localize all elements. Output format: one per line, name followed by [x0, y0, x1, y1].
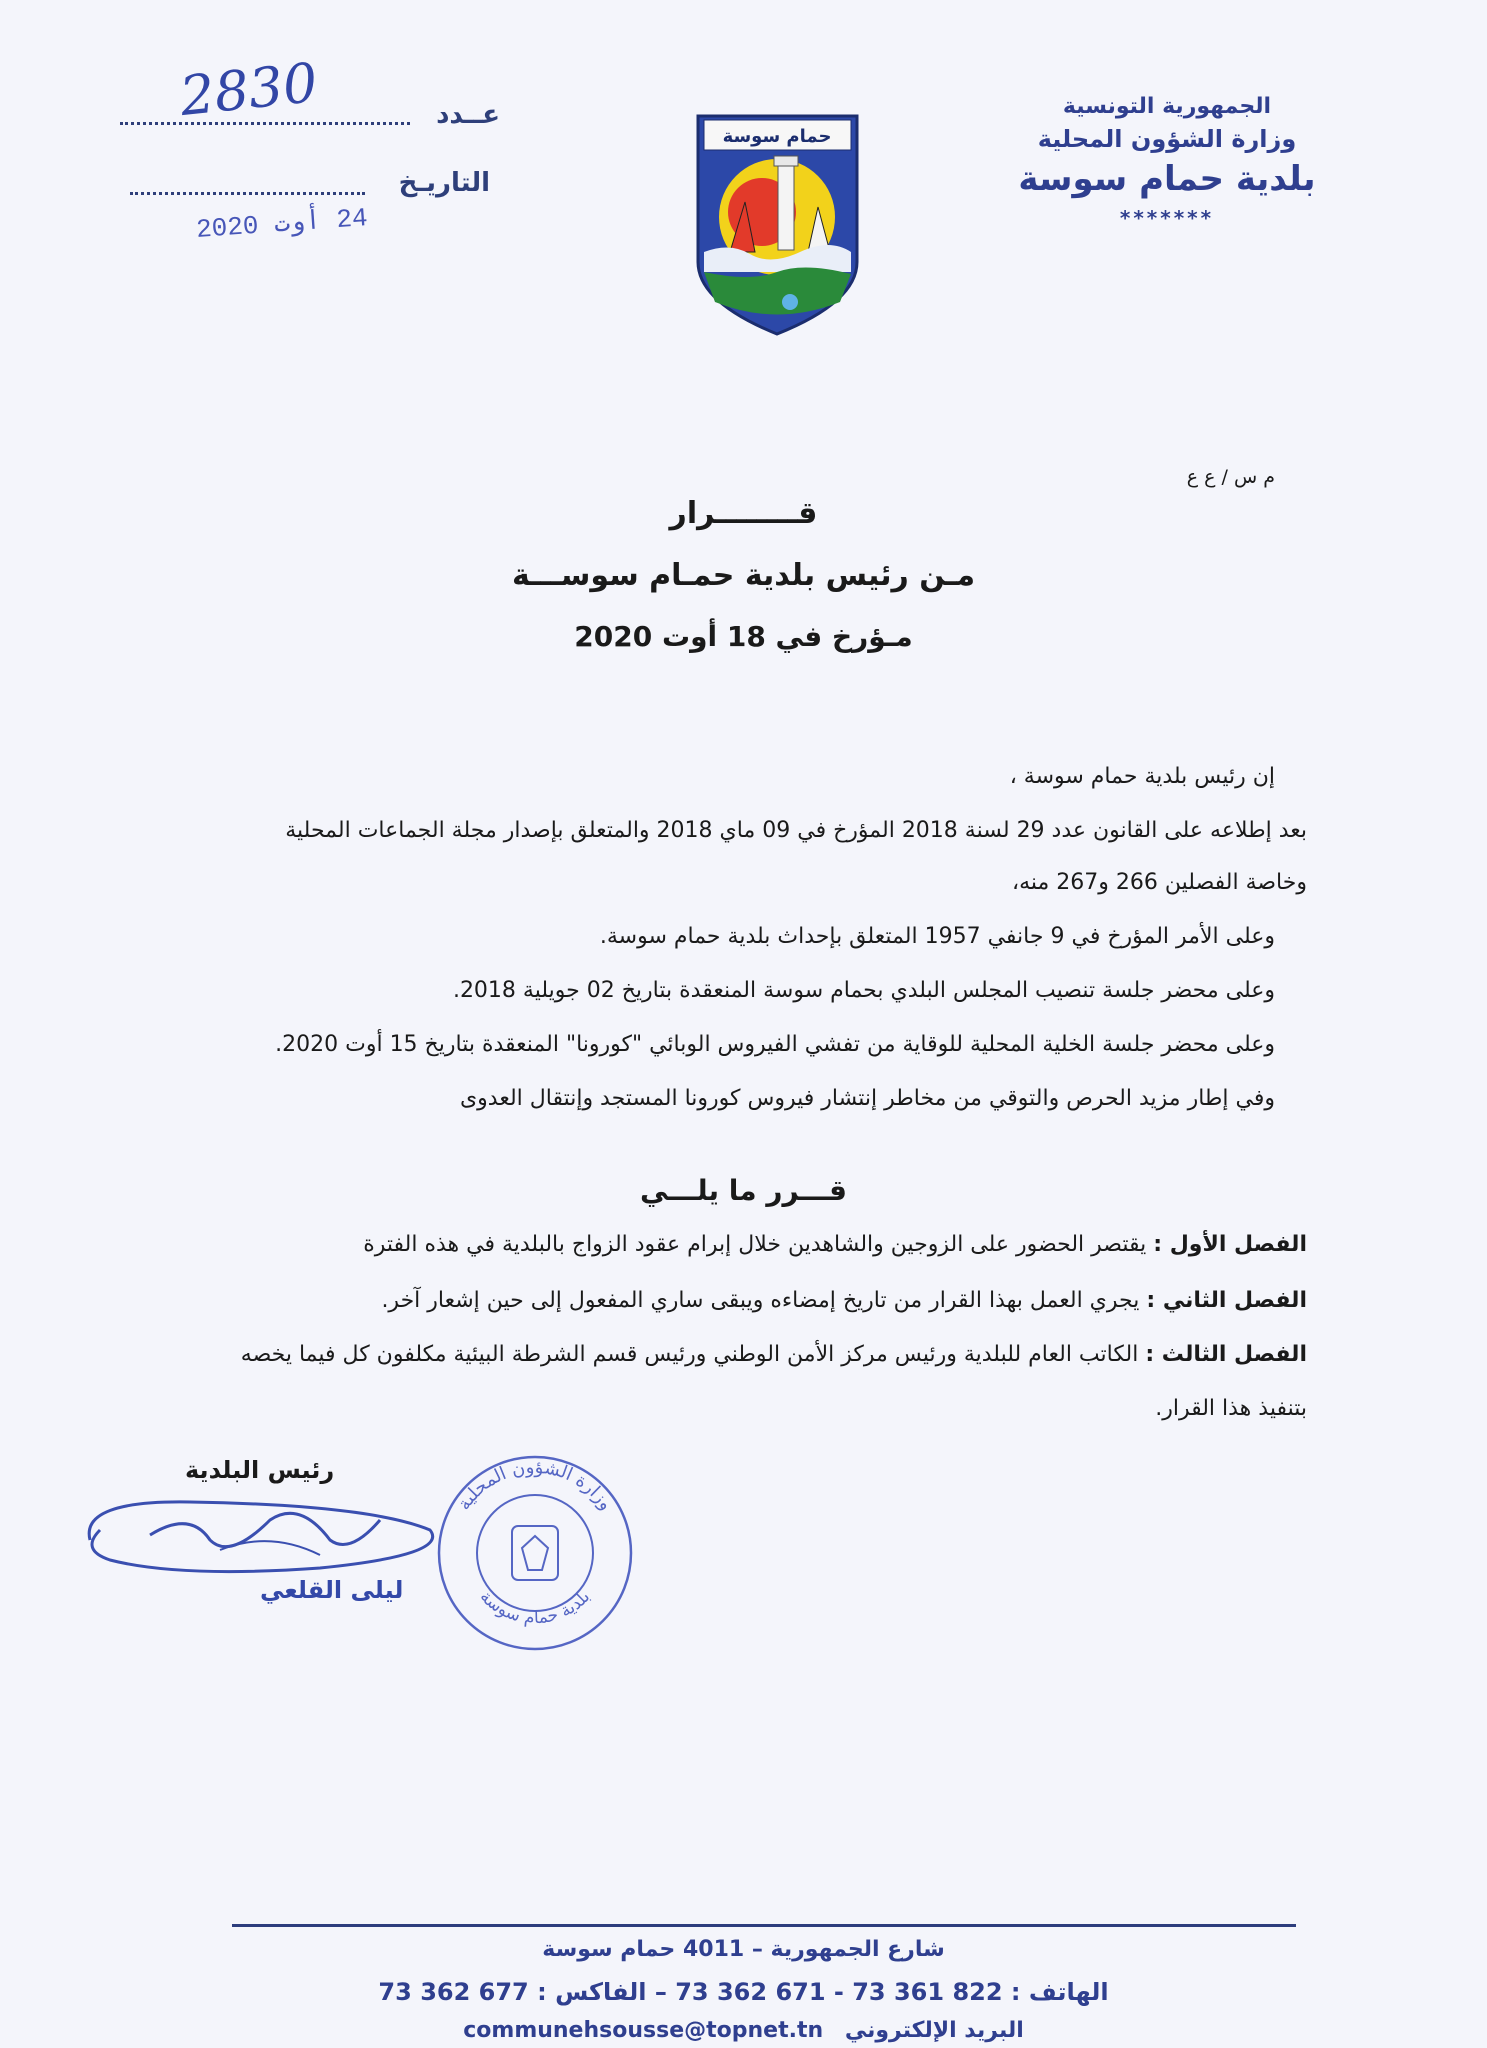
reference-code: م س / ع ع [1186, 466, 1275, 488]
article-2-text: يجري العمل بهذا القرار من تاريخ إمضاءه ويبقى ساري المفعول إلى حين إشعار آخر. [381, 1288, 1147, 1313]
date-stamp: 24 أوت 2020 [195, 203, 369, 245]
article-3-text: الكاتب العام للبلدية ورئيس مركز الأمن الوطني ورئيس قسم الشرطة البيئية مكلفون كل فيما يخصه [240, 1342, 1146, 1367]
signatory-title: رئيس البلدية [185, 1456, 335, 1484]
svg-text:بلدية حمام سوسة [476, 1587, 594, 1628]
date-label: التاريـخ [398, 168, 490, 198]
date-field [130, 168, 490, 204]
municipality-emblem [690, 112, 865, 337]
signatory-name: ليلى القلعي [260, 1576, 404, 1604]
article-1-label: الفصل الأول : [1153, 1232, 1307, 1257]
article-1-text: يقتصر الحضور على الزوجين والشاهدين خلال إبرام عقود الزواج بالبلدية في هذه الفترة [363, 1232, 1154, 1257]
article-2 [180, 1288, 1307, 1313]
decides-heading: قـــرر ما يلـــي [640, 1174, 847, 1207]
preamble-line: وفي إطار مزيد الحرص والتوقي من مخاطر إنتشار فيروس كورونا المستجد وإنتقال العدوى [459, 1086, 1275, 1111]
footer-divider [232, 1924, 1296, 1927]
handwritten-number: 2830 [177, 50, 321, 129]
preamble-line: بعد إطلاعه على القانون عدد 29 لسنة 2018 المؤرخ في 09 ماي 2018 والمتعلق بإصدار مجلة الجماعات المحلية [285, 818, 1307, 843]
article-1 [180, 1232, 1307, 1257]
decision-issuer: مـن رئيس بلدية حمـام سوســـة [511, 558, 976, 593]
number-dotted-line [120, 122, 410, 125]
footer-phone: الهاتف : 822 361 73 - 671 362 73 – الفاكس : 677 362 73 [378, 1978, 1109, 2006]
article-3 [180, 1342, 1307, 1367]
seal-inner-text: بلدية حمام سوسة [475, 1586, 595, 1629]
footer-address: شارع الجمهورية – 4011 حمام سوسة [542, 1937, 945, 1962]
footer-email-row [0, 2018, 1487, 2043]
preamble-line: إن رئيس بلدية حمام سوسة ، [1009, 764, 1275, 789]
preamble-line: وخاصة الفصلين 266 و267 منه، [1011, 870, 1307, 895]
letterhead [987, 92, 1347, 230]
number-field [120, 100, 500, 136]
svg-text:وزارة الشؤون المحلية [453, 1457, 616, 1514]
stars-divider: ******* [1119, 206, 1215, 230]
number-label: عــدد [436, 100, 500, 130]
footer-email-label: البريد الإلكتروني [844, 2018, 1024, 2043]
article-2-label: الفصل الثاني : [1146, 1288, 1307, 1313]
decision-date: مـؤرخ في 18 أوت 2020 [574, 620, 913, 653]
preamble-line: وعلى الأمر المؤرخ في 9 جانفي 1957 المتعلق بإحداث بلدية حمام سوسة. [599, 924, 1275, 949]
preamble-line: وعلى محضر جلسة الخلية المحلية للوقاية من تفشي الفيروس الوبائي "كورونا" المنعقدة بتاريخ 15 أوت 2020. [275, 1032, 1275, 1057]
decision-title: قــــــــرار [669, 496, 818, 531]
article-3-label: الفصل الثالث : [1145, 1342, 1307, 1367]
preamble-line: وعلى محضر جلسة تنصيب المجلس البلدي بحمام سوسة المنعقدة بتاريخ 02 جويلية 2018. [452, 978, 1275, 1003]
article-3-continuation: بتنفيذ هذا القرار. [1155, 1396, 1307, 1421]
ministry-name: وزارة الشؤون المحلية [1037, 125, 1297, 153]
emblem-text: حمام سوسة [722, 126, 832, 147]
date-dotted-line [130, 192, 365, 195]
seal-outer-text: وزارة الشؤون المحلية [453, 1456, 617, 1515]
republic-name: الجمهورية التونسية [1062, 94, 1272, 119]
municipality-name: بلدية حمام سوسة [1018, 159, 1316, 199]
official-seal [430, 1448, 640, 1658]
footer-email[interactable]: communehsousse@topnet.tn [463, 2018, 824, 2043]
